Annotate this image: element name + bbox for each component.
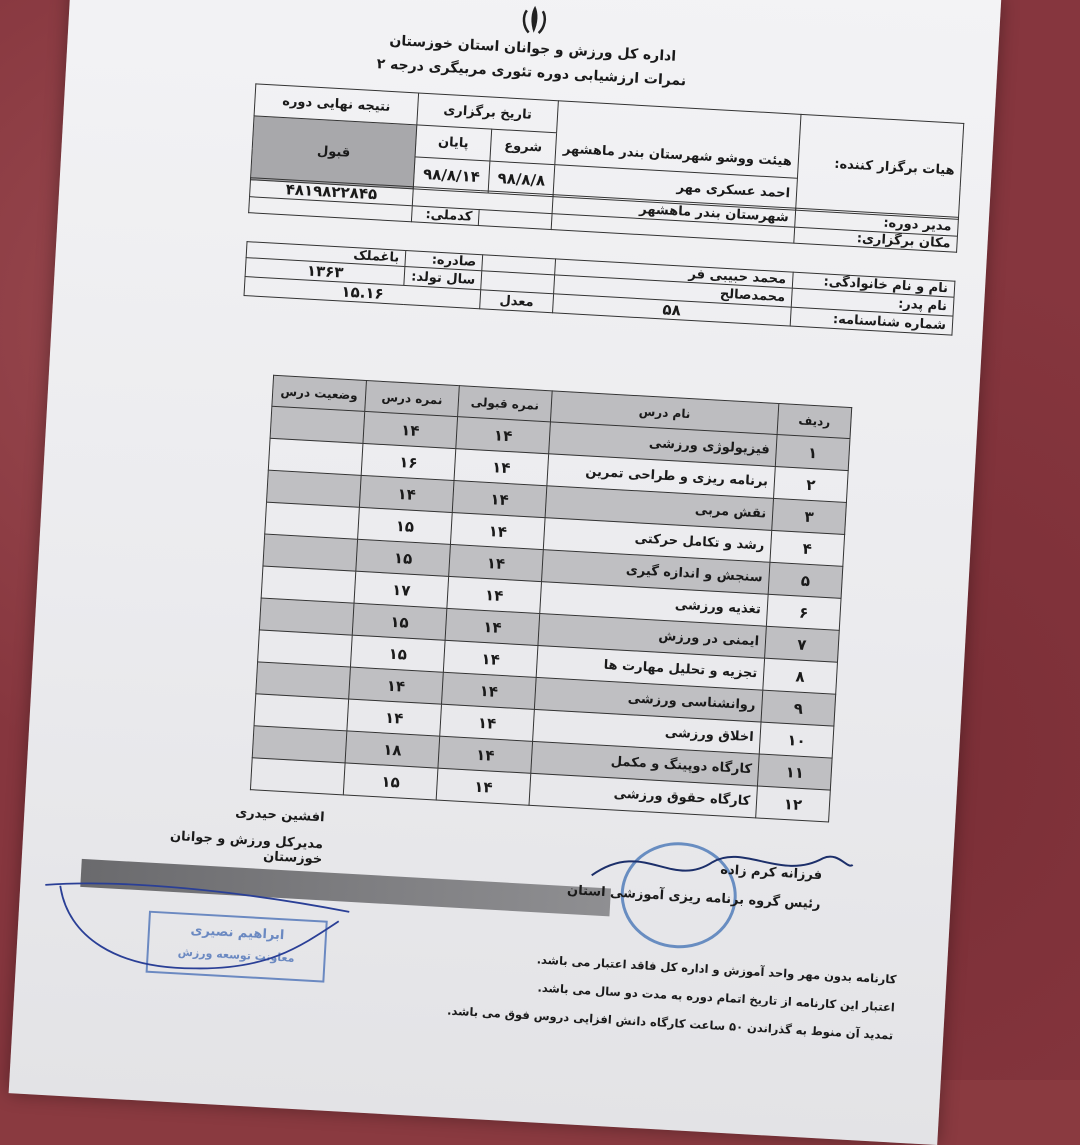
blank-cell	[478, 210, 552, 230]
course-status	[261, 566, 356, 603]
national-code-label: کدملی:	[411, 206, 479, 226]
row-number: ۹	[761, 690, 836, 726]
result-value: قبول	[250, 116, 416, 189]
col-header-status: وضعیت درس	[272, 375, 367, 411]
host-value: هیئت ووشو شهرستان بندر ماهشهر	[555, 133, 799, 179]
course-grade: ۱۴	[363, 411, 458, 448]
pass-grade: ۱۴	[454, 449, 549, 486]
pass-grade: ۱۴	[450, 513, 545, 550]
course-status	[258, 630, 353, 667]
pass-grade: ۱۴	[443, 640, 538, 677]
iran-emblem-icon	[515, 2, 553, 40]
course-name: رشد و تکامل حرکتی	[543, 518, 771, 563]
row-number: ۸	[763, 658, 838, 694]
end-value: ۹۸/۸/۱۴	[413, 157, 490, 193]
pass-grade: ۱۴	[452, 481, 547, 518]
course-name: کارگاه حقوق ورزشی	[529, 773, 757, 818]
note-item: تمدید آن منوط به گذراندن ۵۰ ساعت کارگاه دانش افزایی دروس فوق می باشد.	[446, 1003, 894, 1043]
name-label: نام و نام خانوادگی:	[792, 272, 955, 297]
row-number: ۷	[765, 626, 840, 662]
course-name: ایمنی در ورزش	[538, 614, 766, 659]
planning-head-title: رئیس گروه برنامه ریزی آموزشی استان	[566, 883, 821, 913]
course-grade: ۱۶	[361, 443, 456, 480]
course-name: تغذیه ورزشی	[540, 582, 768, 627]
row-number: ۱	[775, 435, 850, 471]
end-label: پایان	[415, 125, 492, 161]
start-value: ۹۸/۸/۸	[488, 161, 555, 197]
father-value: محمدصالح	[553, 275, 792, 307]
course-name: برنامه ریزی و طراحی تمرین	[547, 454, 775, 499]
id-value: ۵۸	[552, 294, 791, 326]
date-label: تاریخ برگزاری	[417, 93, 559, 133]
name-value: محمد حبیبی فر	[554, 259, 793, 288]
course-status	[256, 662, 351, 699]
planning-head-name: فرزانه کرم زاده	[719, 862, 823, 884]
col-header-pass-grade: نمره قبولی	[458, 386, 553, 422]
col-header-row-no: ردیف	[777, 404, 852, 439]
note-item: کارنامه بدون مهر واحد آموزش و اداره کل فاقد اعتبار می باشد.	[536, 952, 897, 987]
id-label: شماره شناسنامه:	[790, 307, 953, 335]
signature-scribble-icon	[581, 815, 865, 911]
course-name: سنجش و اندازه گیری	[542, 550, 770, 595]
issued-label: صادره:	[405, 251, 483, 271]
course-name: اخلاق ورزشی	[533, 709, 761, 754]
course-name: کارگاه دوپینگ و مکمل	[531, 741, 759, 786]
course-status	[267, 470, 362, 507]
course-status	[265, 502, 360, 539]
pass-grade: ۱۴	[449, 544, 544, 581]
course-status	[270, 406, 365, 443]
father-label: نام پدر:	[791, 288, 954, 316]
course-status	[268, 438, 363, 475]
course-name: فیزیولوژی ورزشی	[549, 422, 777, 467]
pass-grade: ۱۴	[442, 672, 537, 709]
row-number: ۶	[766, 594, 841, 630]
personal-info-table	[243, 241, 955, 336]
host-label: هیات برگزار کننده:	[796, 114, 964, 219]
manager-value: احمد عسکری مهر	[553, 165, 797, 211]
birth-label: سال تولد:	[404, 266, 482, 289]
course-name: نقش مربی	[545, 486, 773, 531]
start-label: شروع	[490, 129, 557, 165]
row-number: ۲	[774, 466, 849, 502]
deputy-stamp-name: ابراهیم نصیری	[190, 923, 285, 944]
course-grade: ۱۵	[358, 507, 453, 544]
pass-grade: ۱۴	[447, 576, 542, 613]
course-status	[250, 758, 345, 795]
birth-value: ۱۳۶۳	[245, 258, 405, 286]
document-page	[9, 0, 1002, 1145]
document-title: نمرات ارزشیابی دوره تئوری مربیگری درجه ۲	[376, 56, 687, 90]
manager-label: مدیر دوره:	[795, 208, 959, 236]
place-label: مکان برگزاری:	[794, 227, 958, 252]
grades-body	[250, 406, 850, 822]
course-status	[254, 694, 349, 731]
average-label: معدل	[480, 290, 553, 313]
pass-grade: ۱۴	[440, 704, 535, 741]
course-grade: ۱۵	[343, 763, 438, 800]
deputy-stamp-title: معاونت توسعه ورزش	[177, 945, 295, 965]
course-grade: ۱۸	[345, 731, 440, 768]
row-number: ۱۱	[757, 754, 832, 790]
average-value: ۱۵.۱۶	[244, 277, 481, 309]
pass-grade: ۱۴	[445, 608, 540, 645]
director-name: افشین حیدری	[234, 805, 325, 826]
row-number: ۱۰	[759, 722, 834, 758]
notes-list	[253, 937, 897, 1057]
pass-grade: ۱۴	[456, 417, 551, 454]
row-number: ۵	[768, 562, 843, 598]
course-grade: ۱۵	[352, 603, 447, 640]
col-header-course-grade: نمره درس	[365, 381, 460, 417]
place-value: شهرستان بندر ماهشهر	[552, 195, 796, 228]
course-name: روانشناسی ورزشی	[534, 677, 762, 722]
course-grade: ۱۴	[347, 699, 442, 736]
row-number: ۴	[770, 530, 845, 566]
course-name: تجزیه و تحلیل مهارت ها	[536, 645, 764, 690]
pass-grade: ۱۴	[436, 768, 531, 805]
result-label: نتیجه نهایی دوره	[254, 84, 419, 125]
course-grade: ۱۵	[350, 635, 445, 672]
org-name: اداره کل ورزش و جوانان استان خوزستان	[388, 32, 677, 65]
course-grade: ۱۴	[349, 667, 444, 704]
course-grade: ۱۴	[359, 475, 454, 512]
course-status	[252, 726, 347, 763]
pass-grade: ۱۴	[438, 736, 533, 773]
director-title: مدیرکل ورزش و جوانان خوزستان	[169, 828, 324, 868]
course-status	[263, 534, 358, 571]
col-header-course: نام درس	[550, 391, 778, 435]
row-number: ۱۲	[756, 786, 831, 822]
course-status	[259, 598, 354, 635]
course-grade: ۱۵	[356, 539, 451, 576]
issued-value: باغملک	[246, 242, 406, 267]
note-item: اعتبار این کارنامه از تاریخ اتمام دوره به مدت دو سال می باشد.	[537, 980, 896, 1015]
national-code-value: ۴۸۱۹۸۲۲۸۴۵	[250, 178, 414, 206]
course-grade: ۱۷	[354, 571, 449, 608]
row-number: ۳	[772, 498, 847, 534]
grades-table	[250, 375, 852, 823]
